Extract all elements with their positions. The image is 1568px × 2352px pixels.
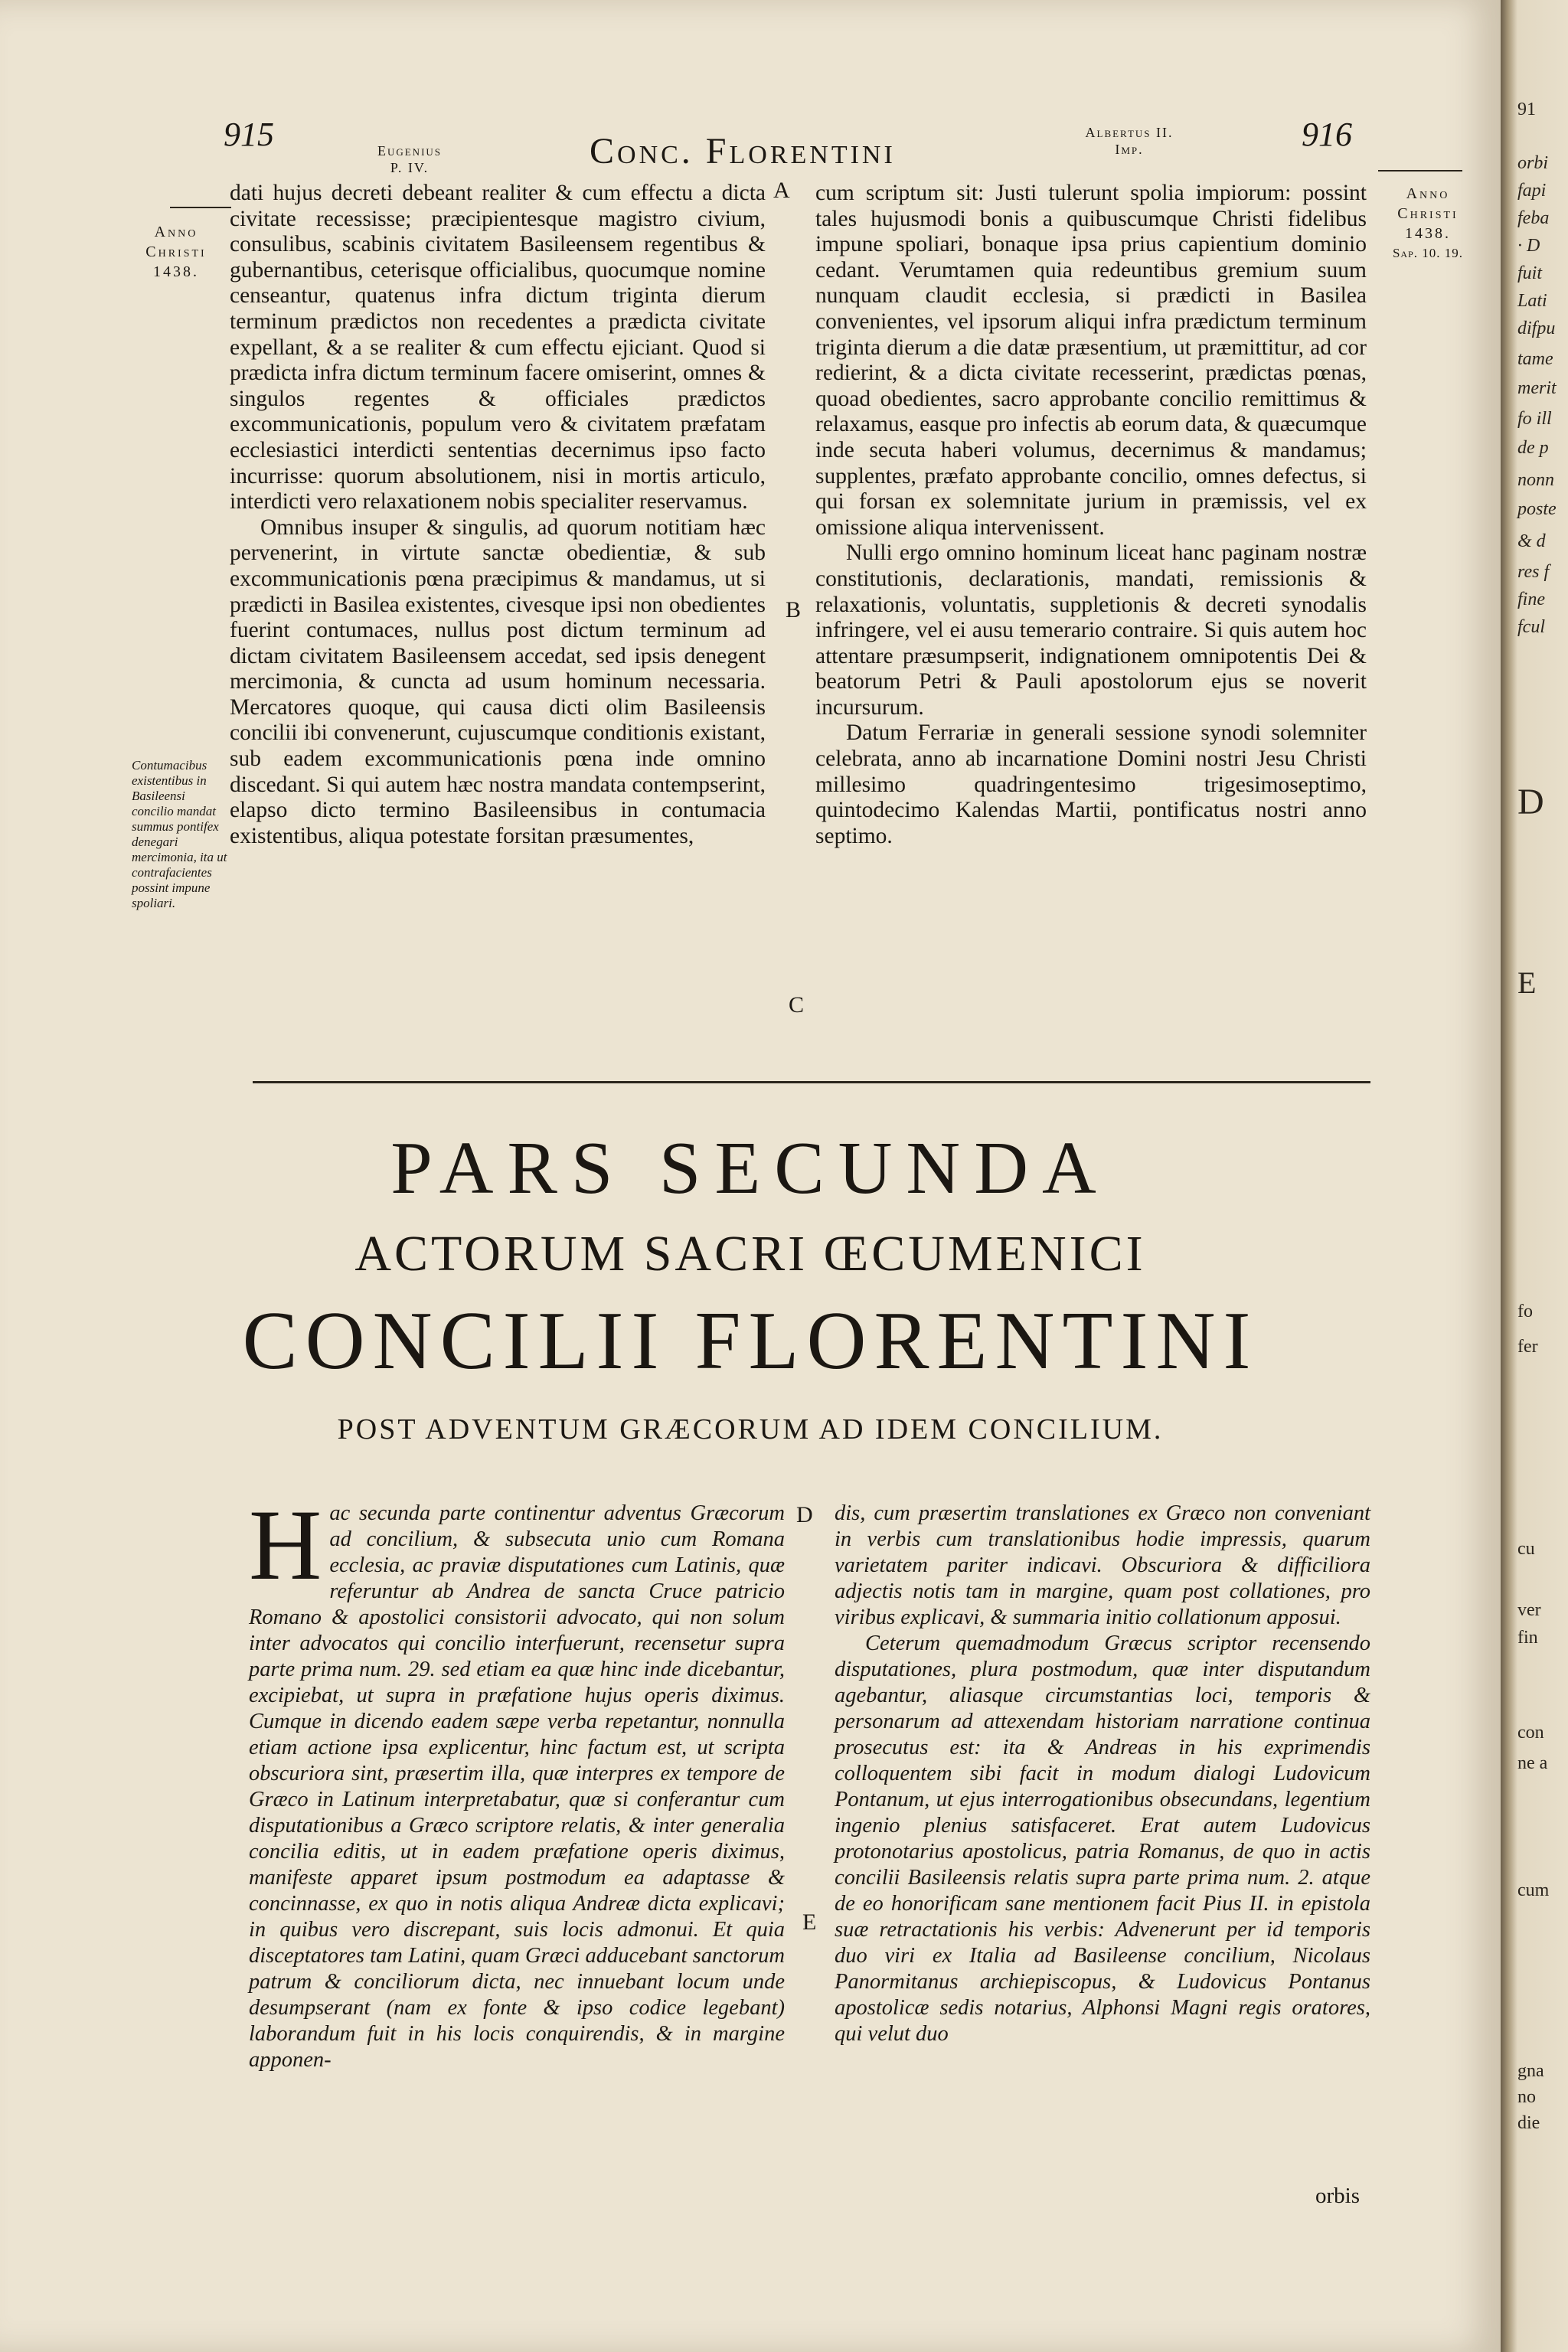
- left-page-number: 915: [224, 116, 274, 153]
- paragraph: Ceterum quemadmodum Græcus scriptor recensendo disputationes, plura postmodum, quæ inter disputandum agebantur, aliasque circumstantias loci, temporis & personarum ad attexendam historiam narratione continua prosecutus est: ita & Andreas in his exprimendis colloquentem sibi facit in modum dialogi Ludovicum Pontanum, ut ejus interrogationibus obsecundans, legentium ingenio plenius satisfaceret. Erat autem Ludovicus protonotarius apostolicus, patria Romanus, de quo in actis concilii Basileensis relatis supra parte prima num. 2. atque de eo honorificam sane mentionem facit Pius II. in epistola suæ retractationis his verbis: Advenerunt per id temporis duo viri ex Italia ad Basileense concilium, Nicolaus Panormitanus archiepiscopus, & Ludovicus Pontanus apostolicæ sedis notarius, Alphonsi Magni regis oratores, qui velut duo: [835, 1632, 1370, 2046]
- right-page-number: 916: [1302, 116, 1352, 153]
- title-line-3: CONCILII FLORENTINI: [242, 1295, 1259, 1387]
- upper-left-column: [230, 181, 766, 849]
- drop-cap: H: [249, 1488, 322, 1601]
- section-letter-a: A: [773, 178, 790, 203]
- section-letter-b: B: [786, 597, 802, 622]
- facing-page-edge: 91 orbi fapi feba · D fuit Lati difpu tame merit fo ill de p nonn poste & d res f fine fcul D E fo fer cu ver fin con ne a cum gna no die: [1501, 0, 1568, 2352]
- lower-right-column: [835, 1501, 1370, 2047]
- marginal-rule: [170, 207, 231, 208]
- paragraph: Nulli ergo omnino hominum liceat hanc paginam nostræ constitutionis, declarationis, mandati, remissionis & relaxationis, voluntatis, suppletionis & decreti synodalis infringere, vel ei ausu temerario contraire. Si quis autem hoc attentare præsumpserit, indignationem omnipotentis Dei & beatorum Petri & Pauli apostolorum ejus se noverit incursurum.: [815, 541, 1367, 720]
- margin-note: Contumacibus existentibus in Basileensi concilio mandat summus pontifex denegari mercimonia, ita ut contrafacientes possint impune spoliari.: [132, 758, 227, 910]
- marginal-rule-right: [1378, 170, 1462, 172]
- anno-right: Anno Christi 1438. Sap. 10. 19.: [1392, 185, 1464, 260]
- paragraph: Omnibus insuper & singulis, ad quorum notitiam hæc pervenerint, in virtute sanctæ obedientiæ, & sub excommunicationis pœna præcipimus & mandamus, ut si prædicti in Basilea existentes, civesque ipsi non obedientes fuerint contumaces, nullus post dictum terminum ad dictam civitatem Basileensem accedat, sed ipsis denegent mercimonia, & cuncta ad usum hominum necessaria. Mercatores quoque, qui causa dicti olim Basileensis concilii ibi convenerunt, cujuscumque conditionis existant, sub eadem excommunicationis pœna inde omnino discedant. Si qui autem hæc nostra mandata contempserint, elapso dicto termino Basileensibus in contumacia existentibus, aliqua potestate forsitan præsumentes,: [230, 514, 766, 848]
- upper-right-column: [815, 181, 1367, 849]
- right-small-head: Albertus II. Imp.: [1085, 125, 1174, 157]
- lower-left-column: [249, 1488, 785, 2073]
- paragraph: cum scriptum sit: Justi tulerunt spolia impiorum: possint tales hujusmodi bonis a quibuscumque Christi fidelibus impune spoliari, bonaque ipsa prius capientium dominio cedant. Verumtamen quia redeuntibus gremium suum nunquam claudit ecclesia, si prædicti in Basilea convenientes, vel ipsorum aliqui infra prædictum terminum triginta dierum a die datæ præsentium, ut præmittitur, ad cor redierint, & a dicta civitate recesserint, prædictas pœnas, quoad obedientes, sacro approbante concilio remittimus & relaxamus, easque pro infectis ab eorum data, & quæcumque inde secuta haberi volumus, decernimus & mandamus; supplentes, præfato approbante concilio, omnes defectus, si qui forsan ex solemnitate jurium in præmissis, vel ex omissione aliqua intervenissent.: [815, 181, 1367, 540]
- running-head: Conc. Florentini: [590, 131, 896, 172]
- left-small-head: Eugenius P. IV.: [377, 143, 443, 175]
- paragraph: Hac secunda parte continentur adventus Græcorum ad concilium, & subsecuta unio cum Romana ecclesia, ac praviæ disputationes cum Latinis, quæ referuntur ab Andrea de sancta Cruce patricio Romano & apostolici consistorii advocato, qui non solum inter advocatos qui concilio interfuerunt, recensetur supra parte prima num. 29. sed etiam ea quæ hinc inde dicebantur, excipiebat, ut supra in præfatione hujus operis diximus. Cumque in dicendo eadem sæpe verba repetantur, nonnulla etiam actione ipsa explicentur, hinc factum est, ut scripta obscuriora sint, præsertim illa, quæ interpres ex tempore de Græco in Latinum interpretabatur, quæ si conferantur cum disputationibus a Græco scriptore relatis, & inter generalia concilia editis, ut in eadem præfatione operis diximus, manifeste apparet ipsum postmodum ea adaptasse & concinnasse, ex quo in notis aliqua Andreæ dicta explicavi; in quibus vero discrepant, suis locis admonui. Et quia disceptatores tam Latini, quam Græci adducebant sanctorum patrum & conciliorum dicta, nec innuebant locum unde desumpserant (nam ex fonte & ipso codice legebant) laborandum fuit in his locis conquirendis, & in margine apponen-: [249, 1488, 785, 2072]
- title-line-4: POST ADVENTUM GRÆCORUM AD IDEM CONCILIUM.: [337, 1413, 1164, 1446]
- section-letter-e: E: [802, 1909, 817, 1935]
- paragraph: dati hujus decreti debeant realiter & cum effectu a dicta civitate recessisse; præcipientesque magistro civium, consulibus, scabinis civitatem Basileensem regentibus & gubernantibus, ceterisque officialibus, quocumque nomine censeantur, quatenus infra dictum triginta dierum terminum prædictos non recedentes a prædicta civitate expellant, & a se realiter & cum effectu ejiciant. Quod si prædicta infra dictum terminum facere omiserint, omnes & singulos regentes & officiales prædictos excommunicationis, populum vero & civitatem præfatam ecclesiastici interdicti sententias decernimus ipso facto incurrisse: quorum absolutionem, nisi in mortis articulo, interdicti vero relaxationem nobis specialiter reservamus.: [230, 181, 766, 514]
- anno-left: Anno Christi 1438.: [145, 224, 207, 280]
- catchword: orbis: [1315, 2184, 1360, 2208]
- section-letter-c: C: [789, 992, 805, 1018]
- section-divider: [253, 1081, 1370, 1083]
- section-letter-d: D: [796, 1502, 813, 1527]
- title-line-1: PARS SECUNDA: [390, 1127, 1110, 1210]
- paragraph: dis, cum præsertim translationes ex Græco non conveniant in verbis cum translationibus hodie impressis, quarum varietatem pariter indicavi. Obscuriora & difficiliora adjectis notis tam in margine, quam post collationes, pro viribus explicavi, & summaria initio collationum apposui.: [835, 1501, 1370, 1629]
- title-line-2: ACTORUM SACRI ŒCUMENICI: [354, 1226, 1146, 1282]
- paragraph: Datum Ferrariæ in generali sessione synodi solemniter celebrata, anno ab incarnatione Domini nostri Jesu Christi millesimo quadringentesimo trigesimoseptimo, quintodecimo Kalendas Martii, pontificatus nostri anno septimo.: [815, 720, 1367, 848]
